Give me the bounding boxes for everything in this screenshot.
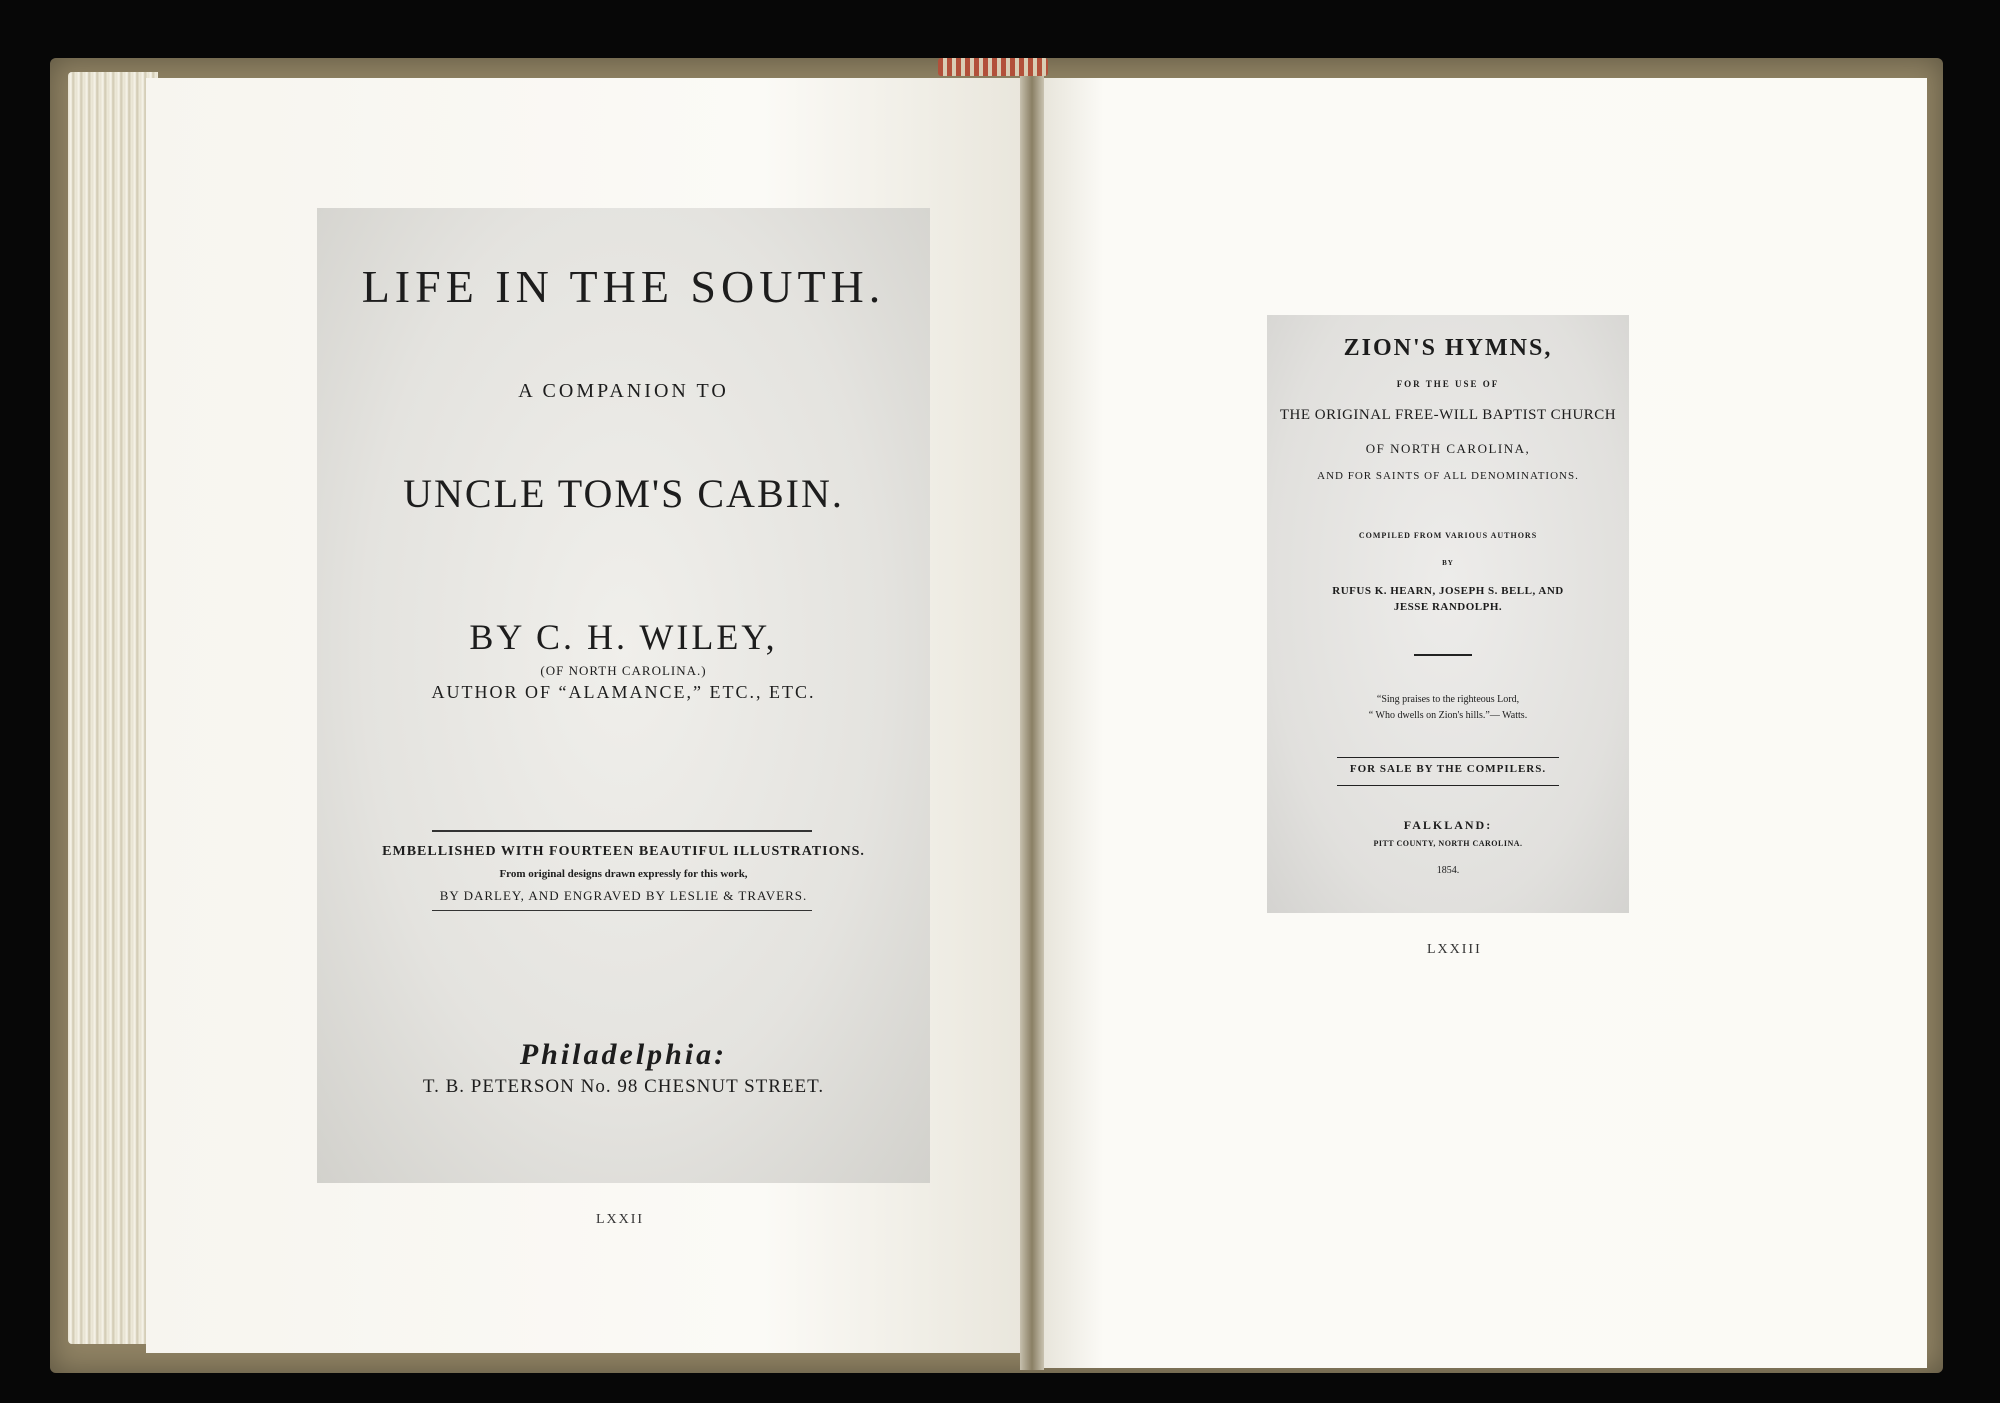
plate-subtitle: UNCLE TOM'S CABIN. xyxy=(403,471,844,516)
plate-compilers-line2: JESSE RANDOLPH. xyxy=(1393,601,1503,613)
plate-original-designs: From original designs drawn expressly for this work, xyxy=(499,868,748,880)
plate-publisher: T. B. PETERSON No. 98 CHESNUT STREET. xyxy=(422,1076,825,1097)
facsimile-plate-zions-hymns xyxy=(1267,315,1629,913)
plate-quote-line1: “Sing praises to the righteous Lord, xyxy=(1376,694,1520,705)
plate-county: PITT COUNTY, NORTH CAROLINA. xyxy=(1373,839,1523,848)
plate-title: LIFE IN THE SOUTH. xyxy=(361,261,886,312)
plate-compilers-line1: RUFUS K. HEARN, JOSEPH S. BELL, AND xyxy=(1332,585,1564,597)
plate-for-sale: FOR SALE BY THE COMPILERS. xyxy=(1349,763,1547,775)
plate-state: OF NORTH CAROLINA, xyxy=(1365,441,1531,456)
plate-byline: BY C. H. WILEY, xyxy=(469,617,778,657)
plate-rule-sale-top xyxy=(1337,757,1559,758)
plate-place: FALKLAND: xyxy=(1403,818,1493,832)
book-gutter xyxy=(1020,60,1044,1370)
plate-compilers xyxy=(1267,583,1629,615)
binding-stitch xyxy=(938,58,1048,76)
plate-by: BY xyxy=(1442,559,1454,567)
plate-rule-top xyxy=(432,830,812,832)
plate-embellished: EMBELLISHED WITH FOURTEEN BEAUTIFUL ILLUSTRATIONS. xyxy=(382,844,865,859)
facsimile-plate-life-in-the-south xyxy=(317,208,930,1183)
plate-city: Philadelphia: xyxy=(519,1038,728,1071)
plate-quote-line2: “ Who dwells on Zion's hills.”— Watts. xyxy=(1368,710,1528,721)
plate-author-of: AUTHOR OF “ALAMANCE,” ETC., ETC. xyxy=(431,682,816,702)
plate-origin: (OF NORTH CAROLINA.) xyxy=(540,663,707,678)
plate-rule-sale-bottom xyxy=(1337,785,1559,786)
plate-year: 1854. xyxy=(1436,865,1460,876)
plate-companion-line: A COMPANION TO xyxy=(518,380,729,402)
plate-rule xyxy=(1414,654,1472,656)
plate-church: THE ORIGINAL FREE-WILL BAPTIST CHURCH xyxy=(1279,407,1617,423)
plate-engravers: BY DARLEY, AND ENGRAVED BY LESLIE & TRAVERS. xyxy=(439,888,808,903)
plate-compiled: COMPILED FROM VARIOUS AUTHORS xyxy=(1358,531,1538,540)
folio-right: LXXIII xyxy=(1427,942,1482,957)
folio-left: LXXII xyxy=(596,1212,645,1227)
plate-title: ZION'S HYMNS, xyxy=(1343,335,1553,361)
plate-quote xyxy=(1267,692,1629,724)
plate-saints: AND FOR SAINTS OF ALL DENOMINATIONS. xyxy=(1317,470,1579,482)
plate-rule-bottom xyxy=(432,910,812,911)
plate-for-use: FOR THE USE OF xyxy=(1396,379,1500,389)
page-edges xyxy=(68,72,158,1344)
